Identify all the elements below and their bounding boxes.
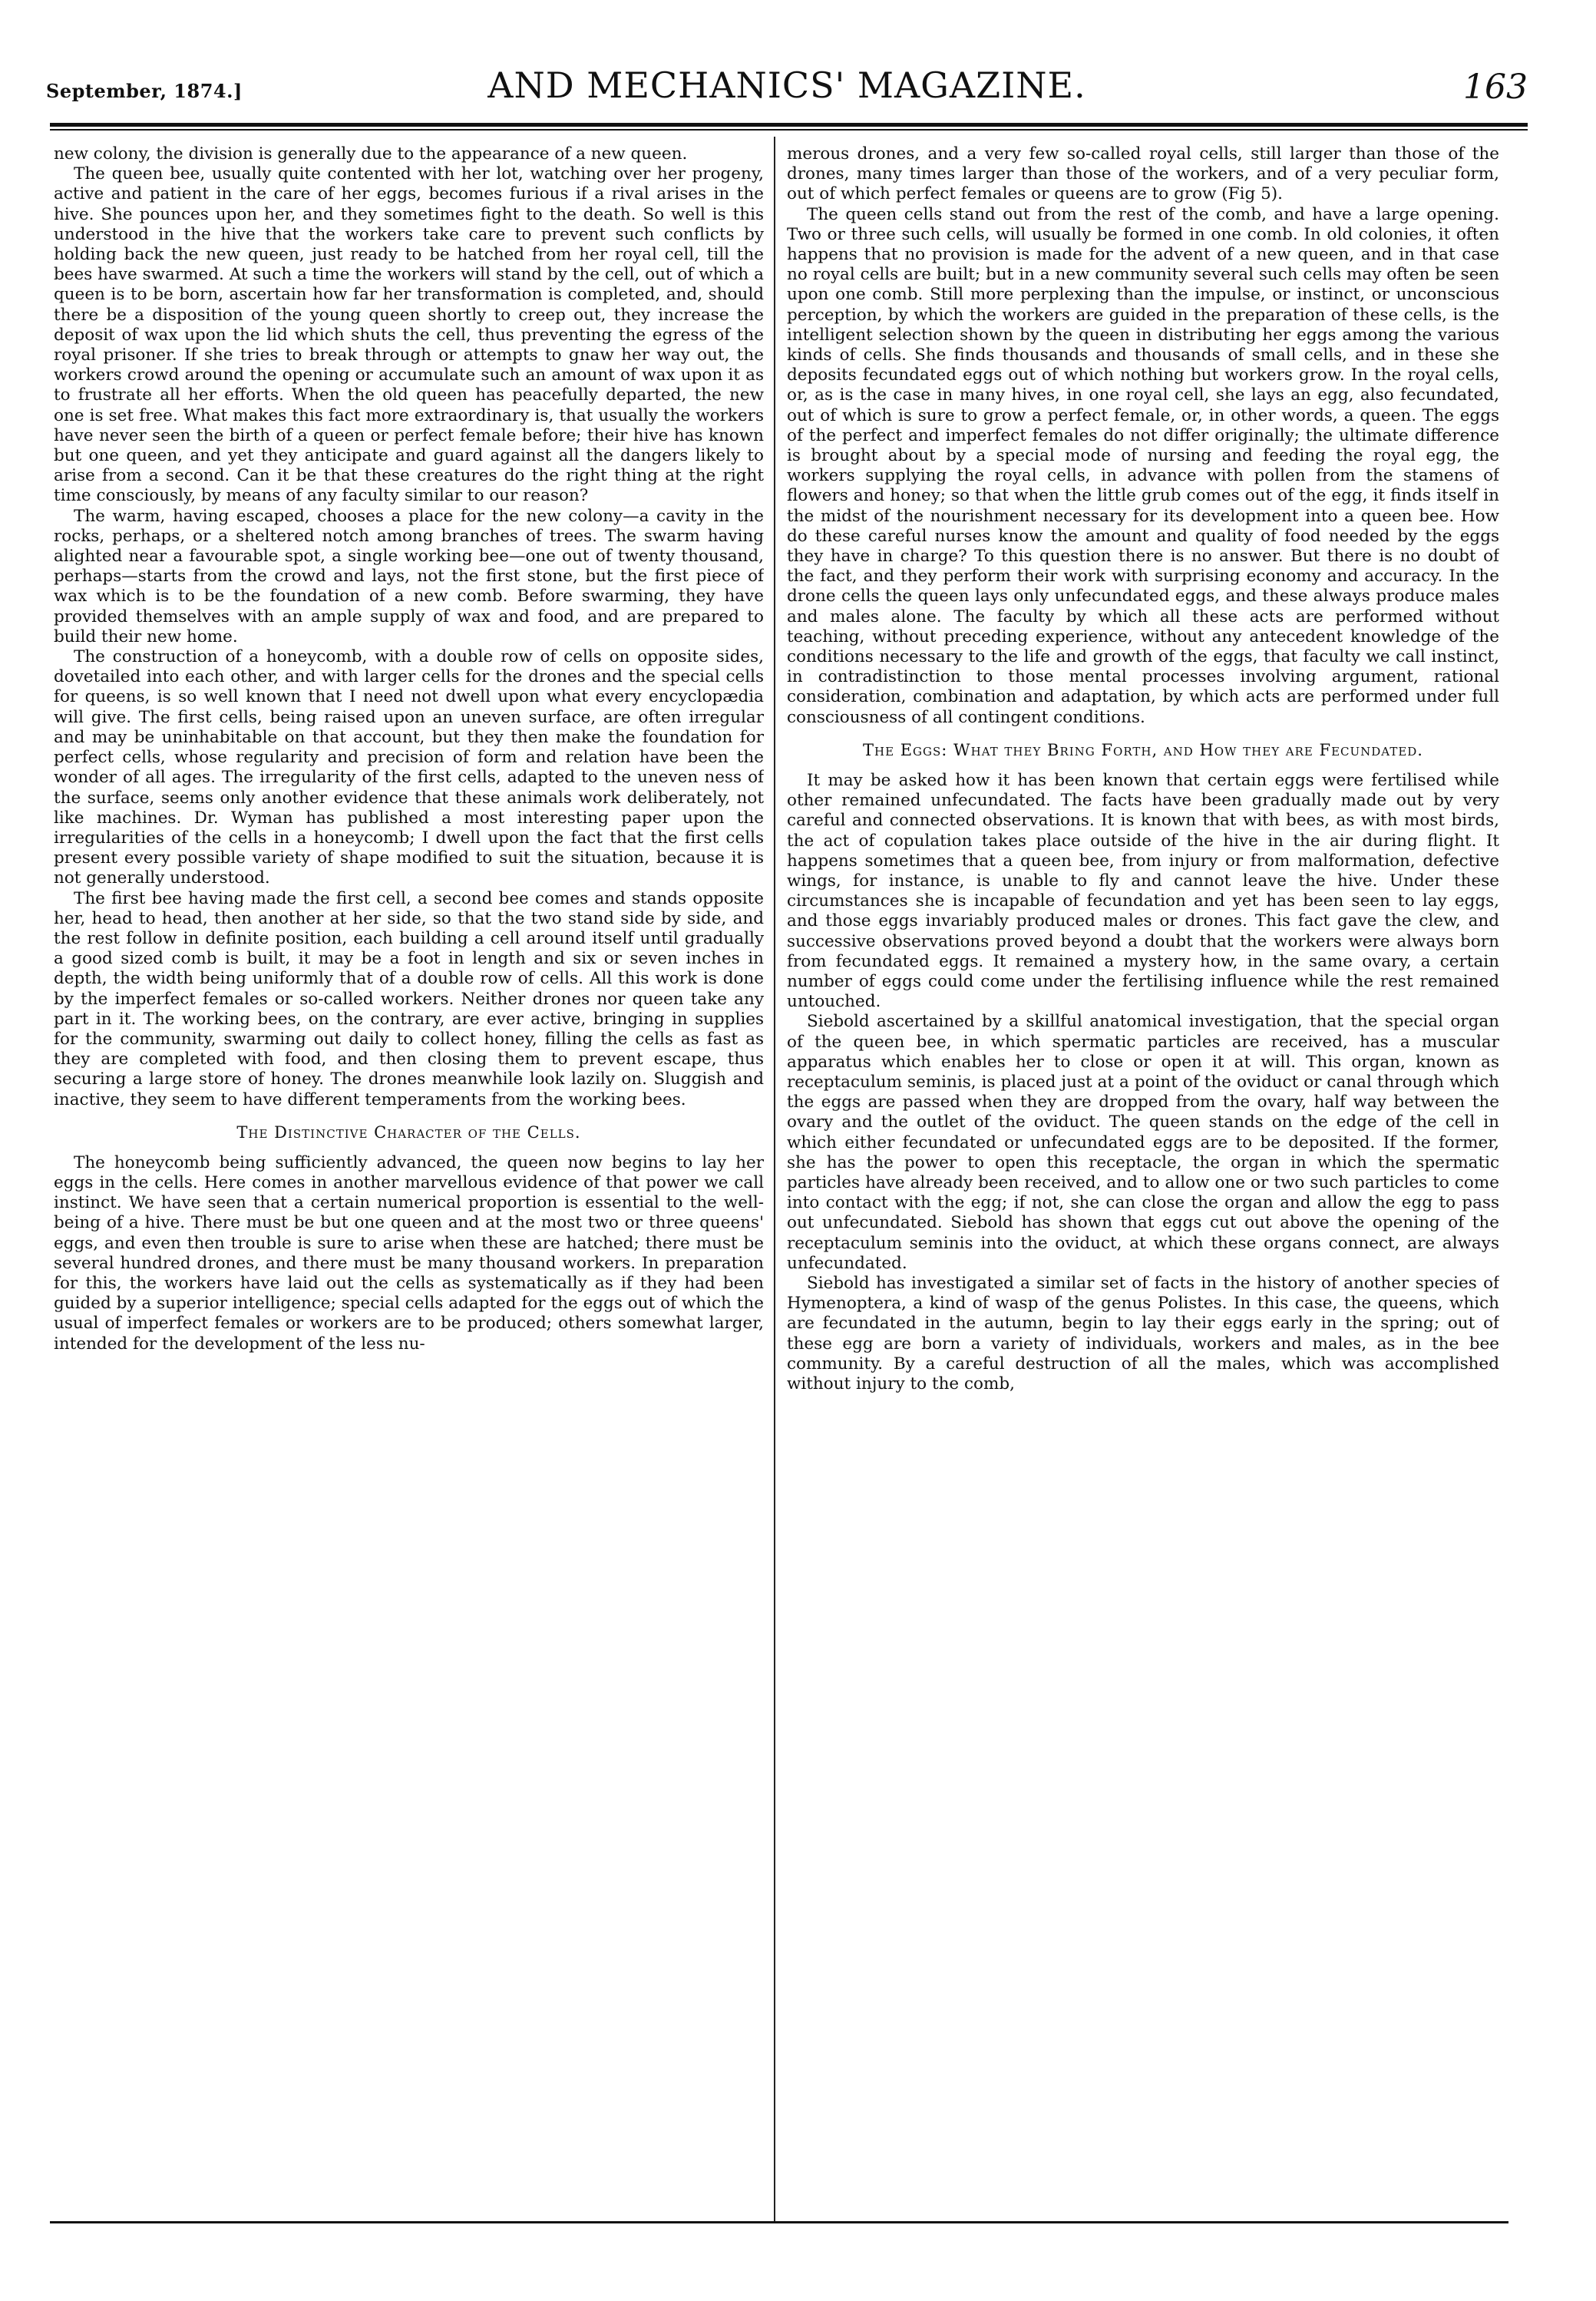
paragraph: The queen bee, usually quite contented with her lot, watching over her progeny, active and patient in the care of her eggs, becomes furious if a rival arises in the hive. She pounces upon her, and they sometimes fight to the death. So well is this understood in the hive that the workers take care to prevent such conflicts by holding back the new queen, just ready to be hatched from her royal cell, till the bees have swarmed. At such a time the workers will stand by the cell, out of which a queen is to be born, ascertain how far her transformation is completed, and, should there be a disposition of the young queen shortly to creep out, they increase the deposit of wax upon the lid which shuts the cell, thus preventing the egress of the royal prisoner. If she tries to break through or attempts to gnaw her way out, the workers crowd around the opening or accumulate such an amount of wax upon it as to frustrate all her efforts. When the old queen has peacefully departed, the new one is set free. What makes this fact more extraordinary is, that usually the workers have never seen the birth of a queen or perfect female before; their hive has known but one queen, and yet they anticipate and guard against all the dangers likely to arise from a second. Can it be that these creatures do the right thing at the right time consciously, by means of any faculty similar to our reason? [54, 164, 764, 506]
column-divider [774, 137, 775, 2221]
paragraph: The construction of a honeycomb, with a double row of cells on opposite sides, dovetailed into each other, and with larger cells for the drones and the special cells for queens, is so well known that I need not dwell upon what every encyclopædia will give. The first cells, being raised upon an uneven surface, are often irregular and may be uninhabitable on that account, but they then make the foundation for perfect cells, whose regularity and precision of form and relation have been the wonder of all ages. The irregularity of the first cells, adapted to the uneven ness of the surface, seems only another evidence that these animals work deliberately, not like machines. Dr. Wyman has published a most interesting paper upon the irregularities of the cells in a honeycomb; I dwell upon the fact that the first cells present every possible variety of shape modified to suit the situation, because it is not generally understood. [54, 647, 764, 888]
header-rule-thick [50, 123, 1528, 127]
paragraph: new colony, the division is generally due to the appearance of a new queen. [54, 144, 688, 164]
magazine-title: AND MECHANICS' MAGAZINE. [487, 64, 1086, 106]
paragraph: It may be asked how it has been known that certain eggs were fertilised while other remained unfecundated. The facts have been gradually made out by very careful and connected observations. It is known that with bees, as with most birds, the act of copulation takes place outside of the hive in the air during flight. It happens sometimes that a queen bee, from injury or from malformation, defective wings, for instance, is unable to fly and cannot leave the hive. Under these circumstances she is incapable of fecundation and yet has been seen to lay eggs, and those eggs invariably produced males or drones. This fact gave the clew, and successive observations proved beyond a doubt that the workers were always born from fecundated eggs. It remained a mystery how, in the same ovary, a certain number of eggs could come under the fertilising influence while the rest remained untouched. [787, 770, 1499, 1012]
left-column [54, 144, 764, 2217]
paragraph: merous drones, and a very few so-called royal cells, still larger than those of the drones, many times larger than those of the workers, and of a very peculiar form, out of which perfect females or queens are to grow (Fig 5). [787, 144, 1499, 204]
running-head [46, 60, 1528, 114]
header-rule-thin [50, 129, 1528, 131]
issue-date: September, 1874.] [46, 80, 243, 102]
right-column [787, 144, 1499, 2217]
paragraph: Siebold has investigated a similar set of facts in the history of another species of Hymenoptera, a kind of wasp of the genus Polistes. In this case, the queens, which are fecundated in the autumn, begin to lay their eggs early in the spring; out of these egg are born a variety of individuals, workers and males, as in the bee community. By a careful destruction of all the males, which was accomplished without injury to the comb, [787, 1273, 1499, 1393]
paragraph: The queen cells stand out from the rest of the comb, and have a large opening. Two or three such cells, will usually be formed in one comb. In old colonies, it often happens that no provision is made for the advent of a new queen, and in that case no royal cells are built; but in a new community several such cells may often be seen upon one comb. Still more perplexing than the impulse, or instinct, or unconscious perception, by which the workers are guided in the preparation of these cells, is the intelligent selection shown by the queen in distributing her eggs among the various kinds of cells. She finds thousands and thousands of small cells, and in these she deposits fecundated eggs out of which nothing but workers grow. In the royal cells, or, as is the case in many hives, in one royal cell, she lays an egg, also fecundated, out of which is sure to grow a perfect female, or, in other words, a queen. The eggs of the perfect and imperfect females do not differ originally; the ultimate difference is brought about by a special mode of nursing and feeding the royal egg, the workers supplying the royal cells, in advance with pollen from the stamens of flowers and honey; so that when the little grub comes out of the egg, it finds itself in the midst of the nourishment necessary for its development into a queen bee. How do these careful nurses know the amount and quality of food needed by the eggs they have in charge? To this question there is no answer. But there is no doubt of the fact, and they perform their work with surprising economy and accuracy. In the drone cells the queen lays only unfecundated eggs, and these always produce males and males alone. The faculty by which all these acts are performed without teaching, without preceding experience, without any antecedent knowledge of the conditions necessary to the life and growth of the eggs, that faculty we call instinct, in contradistinction to those mental processes involving argument, rational consideration, combination and adaptation, by which acts are performed under full consciousness of all contingent conditions. [787, 204, 1499, 727]
section-heading: The Eggs: What they Bring Forth, and How they are Fecundated. [863, 740, 1423, 759]
paragraph: The first bee having made the first cell, a second bee comes and stands opposite her, head to head, then another at her side, so that the two stand side by side, and the rest follow in definite position, each building a cell around itself until gradually a good sized comb is built, it may be a foot in length and six or seven inches in depth, the width being uniformly that of a double row of cells. All this work is done by the imperfect females or so-called workers. Neither drones nor queen take any part in it. The working bees, on the contrary, are ever active, bringing in supplies for the community, swarming out daily to collect honey, filling the cells as fast as they are completed with food, and then closing them to prevent escape, thus securing a large store of honey. The drones meanwhile look lazily on. Sluggish and inactive, they seem to have different temperaments from the working bees. [54, 888, 764, 1109]
page-number: 163 [1463, 68, 1528, 107]
paragraph: The honeycomb being sufficiently advanced, the queen now begins to lay her eggs in the cells. Here comes in another marvellous evidence of that power we call instinct. We have seen that a certain numerical proportion is essential to the well-being of a hive. There must be but one queen and at the most two or three queens' eggs, and even then trouble is sure to arise when these are hatched; there must be several hundred drones, and there must be many thousand workers. In preparation for this, the workers have laid out the cells as systematically as if they had been guided by a superior intelligence; special cells adapted for the eggs out of which the usual of imperfect females or workers are to be produced; others somewhat larger, intended for the development of the less nu- [54, 1152, 764, 1354]
bottom-rule [50, 2221, 1508, 2223]
paragraph: Siebold ascertained by a skillful anatomical investigation, that the special organ of the queen bee, in which spermatic particles are received, has a muscular apparatus which enables her to close or open it at will. This organ, known as receptaculum seminis, is placed just at a point of the oviduct or canal through which the eggs are passed when they are dropped from the ovary, half way between the ovary and the outlet of the oviduct. The queen stands on the edge of the cell in which either fecundated or unfecundated eggs are to be deposited. If the former, she has the power to open this receptacle, the organ in which the spermatic particles have already been received, and to allow one or two such particles to come into contact with the egg; if not, she can close the organ and allow the egg to pass out unfecundated. Siebold has shown that eggs cut out above the opening of the receptaculum seminis into the oviduct, at which these organs connect, are always unfecundated. [787, 1012, 1499, 1273]
paragraph: The warm, having escaped, chooses a place for the new colony—a cavity in the rocks, perhaps, or a sheltered notch among branches of trees. The swarm having alighted near a favourable spot, a single working bee—one out of twenty thousand, perhaps—starts from the crowd and lays, not the first stone, but the first piece of wax which is to be the foundation of a new comb. Before swarming, they have provided themselves with an ample supply of wax and food, and are prepared to build their new home. [54, 506, 764, 646]
section-heading: The Distinctive Character of the Cells. [236, 1122, 581, 1142]
